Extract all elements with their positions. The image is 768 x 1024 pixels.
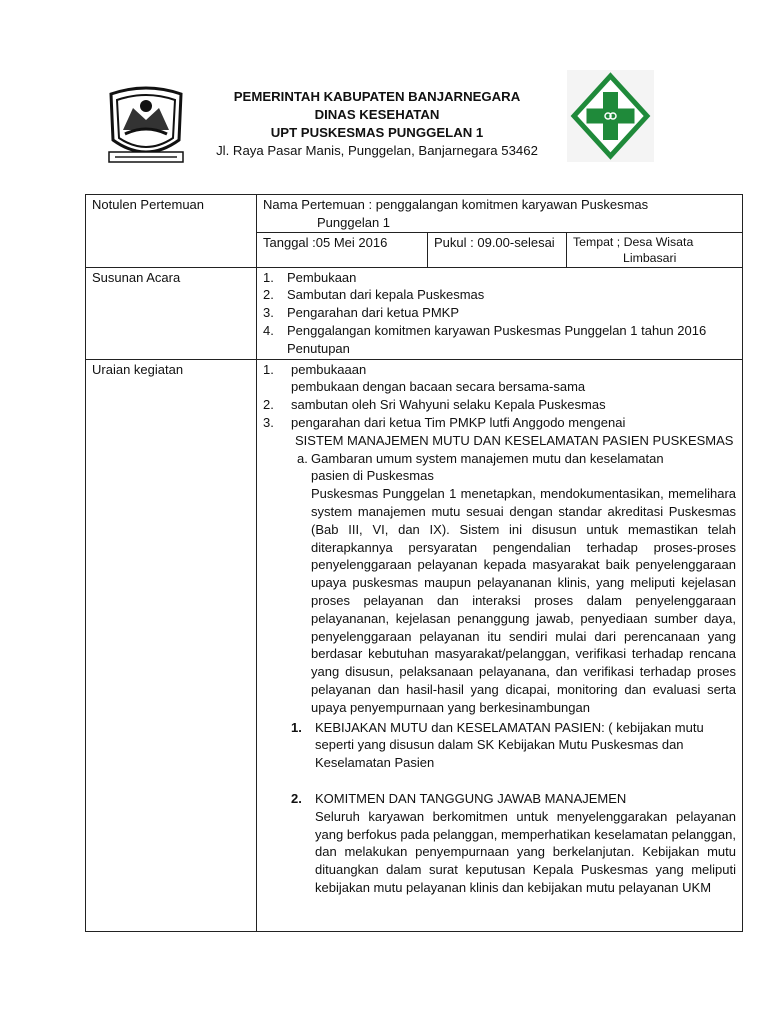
label-notulen: Notulen Pertemuan bbox=[86, 195, 257, 268]
policy-item-1: 1. KEBIJAKAN MUTU dan KESELAMATAN PASIEN: ( kebijakan mutu bbox=[291, 719, 704, 735]
list-item: 4. Penggalangan komitmen karyawan Puskesmas Punggelan 1 tahun 2016 bbox=[263, 322, 707, 338]
section-title: SISTEM MANAJEMEN MUTU DAN KESELAMATAN PASIEN PUSKESMAS bbox=[295, 432, 734, 448]
meeting-place bbox=[567, 233, 742, 267]
uraian-content bbox=[257, 359, 743, 931]
nama-pertemuan-line-1: Nama Pertemuan : penggalangan komitmen karyawan Puskesmas bbox=[263, 197, 649, 212]
label-susunan: Susunan Acara bbox=[86, 267, 257, 359]
letterhead bbox=[0, 0, 768, 180]
meeting-date: Tanggal :05 Mei 2016 bbox=[257, 233, 428, 267]
header-line-1: PEMERINTAH KABUPATEN BANJARNEGARA bbox=[233, 89, 521, 104]
uraian-item-1: 1. pembukaaan bbox=[263, 361, 367, 377]
header-line-3: UPT PUSKESMAS PUNGGELAN 1 bbox=[270, 125, 484, 140]
list-item: 1. Pembukaan bbox=[263, 269, 357, 285]
regency-crest-icon bbox=[103, 80, 189, 166]
policy-item-1-line-3: Keselamatan Pasien bbox=[315, 755, 435, 771]
sub-item-a-line-2: pasien di Puskesmas bbox=[311, 468, 434, 484]
header-line-2: DINAS KESEHATAN bbox=[314, 107, 440, 122]
meeting-place-line-2: Limbasari bbox=[623, 250, 677, 265]
label-uraian: Uraian kegiatan bbox=[86, 359, 257, 931]
meeting-time: Pukul : 09.00-selesai bbox=[428, 233, 567, 267]
health-cross-icon bbox=[567, 70, 654, 162]
list-item: 2. Sambutan dari kepala Puskesmas bbox=[263, 287, 485, 303]
policy-item-1-line-2: seperti yang disusun dalam SK Kebijakan Mutu Puskesmas dan bbox=[315, 737, 684, 753]
policy-item-2-paragraph: Seluruh karyawan berkomitmen untuk menyelenggarakan pelayanan yang berfokus pada pelanggan, memperhatikan keselamatan pelanggan, dan melakukan penyempurnaan yang berkelanjutan. Kebijakan mutu dituangkan dalam surat keputusan Kepala Puskesmas yang meliputi kebijakan mutu pelayanan klinis dan kebijakan mutu pelayanan UKM bbox=[315, 808, 736, 895]
uraian-item-1-text: pembukaan dengan bacaan secara bersama-sama bbox=[291, 379, 586, 395]
list-item: 3. Pengarahan dari ketua PMKP bbox=[263, 305, 459, 321]
uraian-item-2: 2. sambutan oleh Sri Wahyuni selaku Kepala Puskesmas bbox=[263, 397, 606, 413]
agenda-list bbox=[263, 269, 736, 358]
sub-item-a: a. Gambaran umum system manajemen mutu dan keselamatan bbox=[297, 450, 664, 466]
policy-item-2: 2. KOMITMEN DAN TANGGUNG JAWAB MANAJEMEN bbox=[291, 790, 627, 806]
header-address: Jl. Raya Pasar Manis, Punggelan, Banjarnegara 53462 bbox=[216, 143, 538, 158]
minutes-table bbox=[85, 194, 743, 932]
list-item-extra: Penutupan bbox=[287, 340, 350, 356]
uraian-item-3: 3. pengarahan dari ketua Tim PMKP lutfi Anggodo mengenai bbox=[263, 414, 626, 430]
sub-item-a-paragraph: Puskesmas Punggelan 1 menetapkan, mendokumentasikan, memelihara system manajemen mutu sesuai dengan standar akreditasi Puskesmas (Bab III, VI, dan IX). Sistem ini disusun untuk memastikan telah diterapkannya persyaratan pengendalian terhadap proses-proses penyelenggaraan pelayanan kepada masyarakat baik penyelenggaraan upaya puskesmas maupun pelayananan klinis, yang meliputi kejelasan proses pelayanan dan interaksi proses dalam penyelenggaraan pelayananan, kejelasan penanggung jawab, penyediaan sumber daya, penyelenggaraan pelayanan itu sendiri mulai dari perencanaan yang berdasar kebutuhan masyarakat/pelanggan, verifikasi terhadap rencana yang disusun, pelaksanaan pelayanana, dan verifikasi terhadap proses pelayanan dan hasil-hasil yang dicapai, monitoring dan evaluasi serta upaya penyempurnaan yang berkesinambungan bbox=[311, 486, 736, 715]
meeting-place-line-1: Tempat ; Desa Wisata bbox=[573, 234, 694, 249]
nama-pertemuan-line-2: Punggelan 1 bbox=[317, 214, 391, 230]
meeting-meta-row bbox=[257, 232, 742, 267]
